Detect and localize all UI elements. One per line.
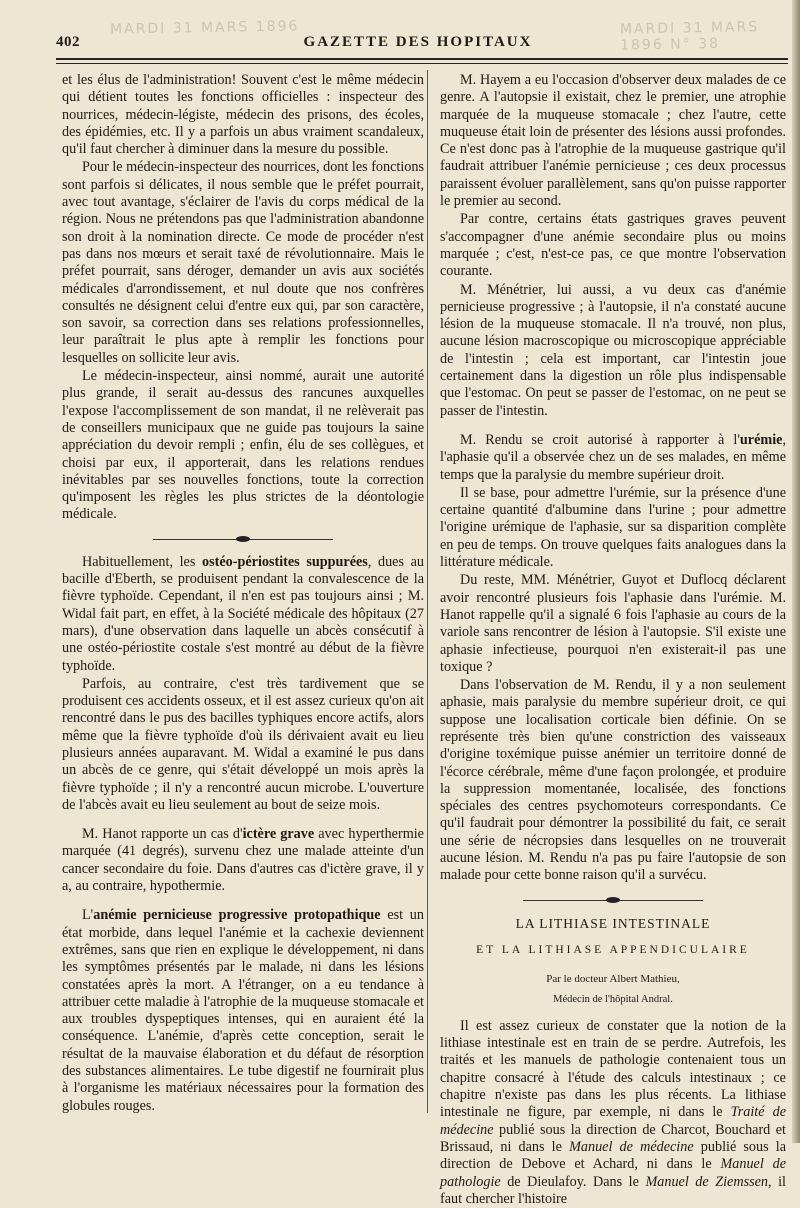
article-subtitle: ET LA LITHIASE APPENDICULAIRE <box>476 943 750 956</box>
keyword: urémie <box>739 431 783 448</box>
text-run: M. Rendu se croit autorisé à rapporter à l' <box>460 431 740 448</box>
paragraph <box>440 1018 786 1208</box>
paragraph: Dans l'observation de M. Rendu, il y a non seulement aphasie, mais paralysie du membre supérieur droit, ce qui suppose une localisation corticale bien définie. On se représente très bien qu'une constriction des vaisseaux d'origine toxémique puisse anémier un territoire donné de l'écorce cérébrale, même d'une façon prolongée, et produire la suppression momentanée, localisée, des fonctions spéciales des centres psychomoteurs correspondants. Ce qu'il faudrait pour démontrer la possibilité du fait, ce serait une série de nécropsies dans lesquelles on ne trouverait aucune lésion. M. Rendu n'a pas pu faire l'autopsie de son malade pour cette bonne raison qu'il a survécu. <box>440 677 786 884</box>
paragraph: Il se base, pour admettre l'urémie, sur la présence d'une certaine quantité d'albumine dans l'urine ; pour admettre l'origine urémique de l'aphasie, sur sa disparition complète en peu de temps. On trouve quelques faits analogues dans la littérature médicale. <box>440 484 786 571</box>
column-divider <box>427 70 428 1113</box>
page-edge <box>792 0 800 1143</box>
book-title: Manuel de médecine <box>569 1138 694 1155</box>
keyword: anémie pernicieuse progressive protopathique <box>93 907 381 924</box>
paragraph: M. Hayem a eu l'occasion d'observer deux malades de ce genre. A l'autopsie il existait, chez le premier, une atrophie marquée de la muqueuse stomacale ; chez l'autre, cette muqueuse était loin de présenter des lésions aussi profondes. Ce n'est donc pas à l'atrophie de la muqueuse gastrique qu'il faudrait attribuer l'anémie pernicieuse ; ces deux processus paraissent évoluer parallèlement, sans qu'on puisse rapporter le premier au second. <box>440 72 786 210</box>
text-run: , l'aphasie qu'il a observée chez un de ses malades, en même temps que la paralysie du membre supérieur droit. <box>440 431 786 483</box>
section-ornament <box>153 535 333 544</box>
text-run: L' <box>82 907 94 924</box>
paragraph <box>62 826 424 895</box>
article-title: LA LITHIASE INTESTINALE <box>515 915 711 931</box>
text-run: Il est assez curieux de constater que la notion de la lithiase intestinale est en train de se perdre. Autrefois, les traités et les manuels de pathologie contenaient tous un chapitre consacré à l'étude des calculs intestinaux ; ce chapitre n'existe pas dans les plus récents. La lithiase intestinale ne figure, par exemple, ni dans le <box>440 1017 786 1121</box>
right-column <box>440 72 786 1208</box>
book-title: Manuel de pathologie <box>440 1156 786 1190</box>
header-rule-thin <box>56 63 788 64</box>
header-rule <box>56 58 788 60</box>
library-stamp-left: MARDI 31 MARS 1896 <box>109 18 300 38</box>
keyword: ostéo-périostites suppurées <box>202 553 368 570</box>
text-run: publié sous la direction de Charcot, Bouchard et Brissaud, ni dans le <box>440 1121 786 1155</box>
paragraph <box>440 432 786 484</box>
book-title: Manuel de Ziemssen <box>645 1173 769 1190</box>
journal-title: GAZETTE DES HOPITAUX <box>303 34 533 50</box>
text-run: , il faut chercher l'histoire <box>440 1173 786 1207</box>
author-affiliation: Médecin de l'hôpital Andral. <box>553 993 673 1005</box>
text-run: de Dieulafoy. Dans le <box>500 1173 646 1190</box>
article-byline: Par le docteur Albert Mathieu, <box>546 973 680 986</box>
paragraph: Parfois, au contraire, c'est très tardivement que se produisent ces accidents osseux, et il est assez curieux qu'on ait rencontré dans le pus des bacilles typhiques encore actifs, alors même que la fièvre typhoïde d'où ils dérivaient avait eu lieu plusieurs années auparavant. M. Widal a examiné le pus dans un abcès de ce genre, qui s'était développé un mois après la fièvre typhoïde ; il n'y a rencontré aucun microbe. L'ouverture de l'abcès avait eu lieu seulement au bout de seize mois. <box>62 675 424 813</box>
paragraph: Pour le médecin-inspecteur des nourrices, dont les fonctions sont parfois si délicates, il nous semble que le préfet pourrait, avec tout avantage, s'éclairer de l'avis du corps médical de la région. Nous ne prétendons pas que l'administration abandonne son droit à la nomination directe. Ce mode de procéder n'est pas dans nos mœurs et serait taxé de révolutionnaire. Mais le préfet pourrait, sans déroger, demander un avis aux sociétés médicales d'arrondissement, et nul doute que nos confrères consultés ne désignent celui d'entre eux qui, par son caractère, son savoir, sa correction dans ses relations professionnelles, leur paraîtrait le plus apte à remplir les fonctions pour lesquelles on sollicite leur avis. <box>62 159 424 366</box>
paragraph: et les élus de l'administration! Souvent c'est le même médecin qui détient toutes les fonctions officielles : inspecteur des nourrices, médecin-légiste, médecin des prisons, des écoles, des épidémies, etc. Il y a parfois un abus vraiment scandaleux, qu'il faut chercher à diminuer dans la mesure du possible. <box>62 72 424 158</box>
text-run: Habituellement, les <box>82 553 202 570</box>
page-header <box>56 34 780 56</box>
book-title: Traité de médecine <box>440 1104 786 1138</box>
text-run: publié sous la direction de Debove et Achard, ni dans le <box>440 1138 786 1173</box>
paragraph: M. Ménétrier, lui aussi, a vu deux cas d'anémie pernicieuse progressive ; à l'autopsie, il n'a constaté aucune lésion de la muqueuse stomacale. Il n'a trouvé, non plus, aucune lésion macroscopique ou microscopique appréciable de l'intestin ; cela est important, car l'intestin joue certainement dans la digestion un rôle plus indispensable que l'estomac. On peut se passer de l'estomac, on ne peut se passer de l'intestin. <box>440 281 786 419</box>
paragraph <box>62 907 424 1115</box>
left-column <box>62 72 424 1115</box>
text-run: est un état morbide, dans lequel l'anémie et la cachexie deviennent extrêmes, sans que rien en explique le développement, ni dans les symptômes présentés par le malade, ni dans les lésions constatées après la mort. A l'étranger, on a eu tendance à attribuer cette maladie à l'atrophie de la muqueuse stomacale et aux troubles dyspeptiques intenses, qui en auraient été la conséquence. L'anémie, d'après cette conception, serait le résultat de la mauvaise élaboration et du défaut de résorption des substances alimentaires. Le tube digestif ne fournirait plus à l'organisme les matériaux nécessaires pour la formation des globules rouges. <box>62 907 424 1114</box>
text-run: M. Hanot rapporte un cas d' <box>82 826 243 843</box>
page-number: 402 <box>56 34 80 50</box>
text-run: avec hyperthermie marquée (41 degrés), survenu chez une malade atteinte d'un cancer secondaire du foie. Dans d'autres cas d'ictère grave, il y a, au contraire, hypothermie. <box>62 826 424 895</box>
text-run: , dues au bacille d'Eberth, se produisent pendant la convalescence de la fièvre typhoïde. Cependant, il n'en est pas toujours ainsi ; M. Widal fait part, en effet, à la Société médicale des hôpitaux (27 mars), d'une observation dans laquelle un abcès consécutif à une ostéo-périostite costale s'est montré au début de la fièvre typhoïde. <box>62 553 424 674</box>
paragraph <box>62 554 424 675</box>
section-ornament <box>523 896 703 905</box>
paragraph: Du reste, MM. Ménétrier, Guyot et Duflocq déclarent avoir rencontré plusieurs fois l'aphasie dans l'urémie. M. Hanot rappelle qu'il a signalé 6 fois l'aphasie au cours de la variole sans rencontrer de lésion à l'autopsie. S'il existe une aphasie infectieuse, pourquoi n'en existerait-il pas une toxique ? <box>440 572 786 675</box>
paragraph: Le médecin-inspecteur, ainsi nommé, aurait une autorité plus grande, il serait au-dessus des rancunes auxquelles l'expose l'accomplissement de son mandat, il ne relèverait pas de conseillers municipaux que ne guide pas toujours la saine appréciation du devoir rempli ; enfin, élu de ses collègues, et choisi par eux, il apporterait, dans les relations rendues inévitables par ses nouvelles fonctions, toute la correction qu'imposent les règles les plus strictes de la déontologie médicale. <box>62 368 424 523</box>
paragraph: Par contre, certains états gastriques graves peuvent s'accompagner d'une anémie secondaire plus ou moins marquée ; c'est, n'est-ce pas, ce que montre l'observation courante. <box>440 211 786 280</box>
keyword: ictère grave <box>242 826 315 843</box>
library-stamp-right: MARDI 31 MARS 1896 N° 38 <box>619 19 760 54</box>
